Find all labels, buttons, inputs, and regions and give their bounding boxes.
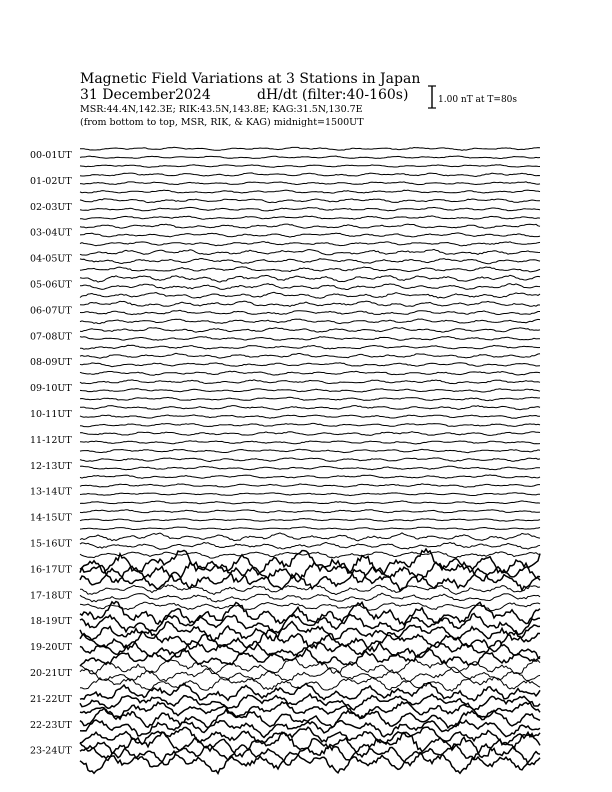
trace-kag: [80, 602, 540, 625]
row-label: 04-05UT: [30, 253, 72, 265]
row-label: 21-22UT: [30, 693, 72, 705]
trace-rik: [80, 156, 540, 159]
trace-rik: [80, 259, 540, 264]
scale-label: 1.00 nT at T=80s: [438, 95, 518, 105]
trace-kag: [80, 533, 540, 541]
trace-kag: [80, 275, 540, 282]
trace-msr: [80, 190, 540, 193]
row-label: 23-24UT: [30, 745, 72, 757]
trace-kag: [80, 432, 540, 436]
trace-kag: [80, 353, 540, 358]
row-label: 22-23UT: [30, 719, 72, 731]
trace-kag: [80, 709, 540, 728]
row-label: 12-13UT: [30, 460, 72, 472]
row-label: 09-10UT: [30, 383, 72, 395]
trace-rik: [80, 207, 540, 211]
trace-rik: [80, 441, 540, 444]
row-label: 11-12UT: [30, 434, 72, 446]
row-label: 19-20UT: [30, 642, 72, 654]
trace-rik: [80, 363, 540, 367]
trace-msr: [80, 242, 540, 246]
trace-kag: [80, 585, 540, 595]
trace-rik: [80, 337, 540, 341]
row-label: 15-16UT: [30, 538, 72, 550]
trace-kag: [80, 147, 540, 150]
trace-kag: [80, 301, 540, 306]
trace-rik: [80, 493, 540, 496]
trace-rik: [80, 233, 540, 237]
trace-kag: [80, 224, 540, 228]
trace-kag: [80, 328, 540, 333]
trace-msr: [80, 449, 540, 453]
row-label: 05-06UT: [30, 279, 72, 291]
trace-kag: [80, 458, 540, 462]
chart-title: Magnetic Field Variations at 3 Stations in Japan: [80, 71, 421, 87]
chart-date: 31 December2024: [80, 87, 211, 103]
row-label: 16-17UT: [30, 564, 72, 576]
trace-msr: [80, 501, 540, 504]
trace-msr: [80, 397, 540, 400]
component-filter-label: dH/dt (filter:40-160s): [257, 87, 409, 103]
trace-kag: [80, 199, 540, 203]
trace-kag: [80, 380, 540, 384]
trace-kag: [80, 484, 540, 487]
trace-msr: [80, 527, 540, 530]
trace-kag: [80, 659, 540, 674]
trace-msr: [80, 216, 540, 219]
trace-msr: [80, 702, 540, 719]
trace-msr: [80, 345, 540, 349]
station-coordinates: MSR:44.4N,142.3E; RIK:43.5N,143.8E; KAG:31.5N,130.7E: [80, 104, 363, 115]
trace-rik: [80, 542, 540, 549]
row-label: 08-09UT: [30, 357, 72, 369]
trace-msr: [80, 267, 540, 272]
trace-rik: [80, 593, 540, 602]
trace-rik: [80, 415, 540, 418]
row-label: 00-01UT: [30, 150, 72, 161]
trace-kag: [80, 406, 540, 410]
trace-kag: [80, 683, 540, 701]
row-label: 02-03UT: [30, 201, 72, 213]
trace-rik: [80, 284, 540, 290]
row-label: 06-07UT: [30, 305, 72, 317]
trace-msr: [80, 475, 540, 478]
station-order-note: (from bottom to top, MSR, RIK, & KAG) midnight=1500UT: [80, 117, 364, 128]
row-label: 18-19UT: [30, 616, 72, 628]
trace-rik: [80, 519, 540, 522]
row-label: 17-18UT: [30, 590, 72, 602]
trace-msr: [80, 751, 540, 773]
row-label: 14-15UT: [30, 512, 72, 524]
trace-rik: [80, 389, 540, 392]
trace-msr: [80, 371, 540, 375]
trace-kag: [80, 249, 540, 255]
trace-kag: [80, 630, 540, 652]
trace-kag: [80, 173, 540, 177]
trace-rik: [80, 667, 540, 682]
trace-msr: [80, 602, 540, 611]
row-label: 07-08UT: [30, 331, 72, 343]
trace-kag: [80, 510, 540, 513]
row-label: 13-14UT: [30, 486, 72, 498]
trace-rik: [80, 466, 540, 470]
trace-rik: [80, 310, 540, 314]
trace-msr: [80, 319, 540, 324]
trace-msr: [80, 292, 540, 298]
row-label: 03-04UT: [30, 227, 72, 239]
trace-msr: [80, 677, 540, 691]
trace-msr: [80, 423, 540, 426]
row-label: 01-02UT: [30, 175, 72, 187]
row-label: 20-21UT: [30, 668, 72, 679]
scale-bar: [428, 86, 436, 108]
trace-rik: [80, 182, 540, 185]
row-label: 10-11UT: [30, 409, 72, 420]
trace-rik: [80, 694, 540, 710]
trace-kag: [80, 549, 540, 575]
trace-msr: [80, 165, 540, 168]
